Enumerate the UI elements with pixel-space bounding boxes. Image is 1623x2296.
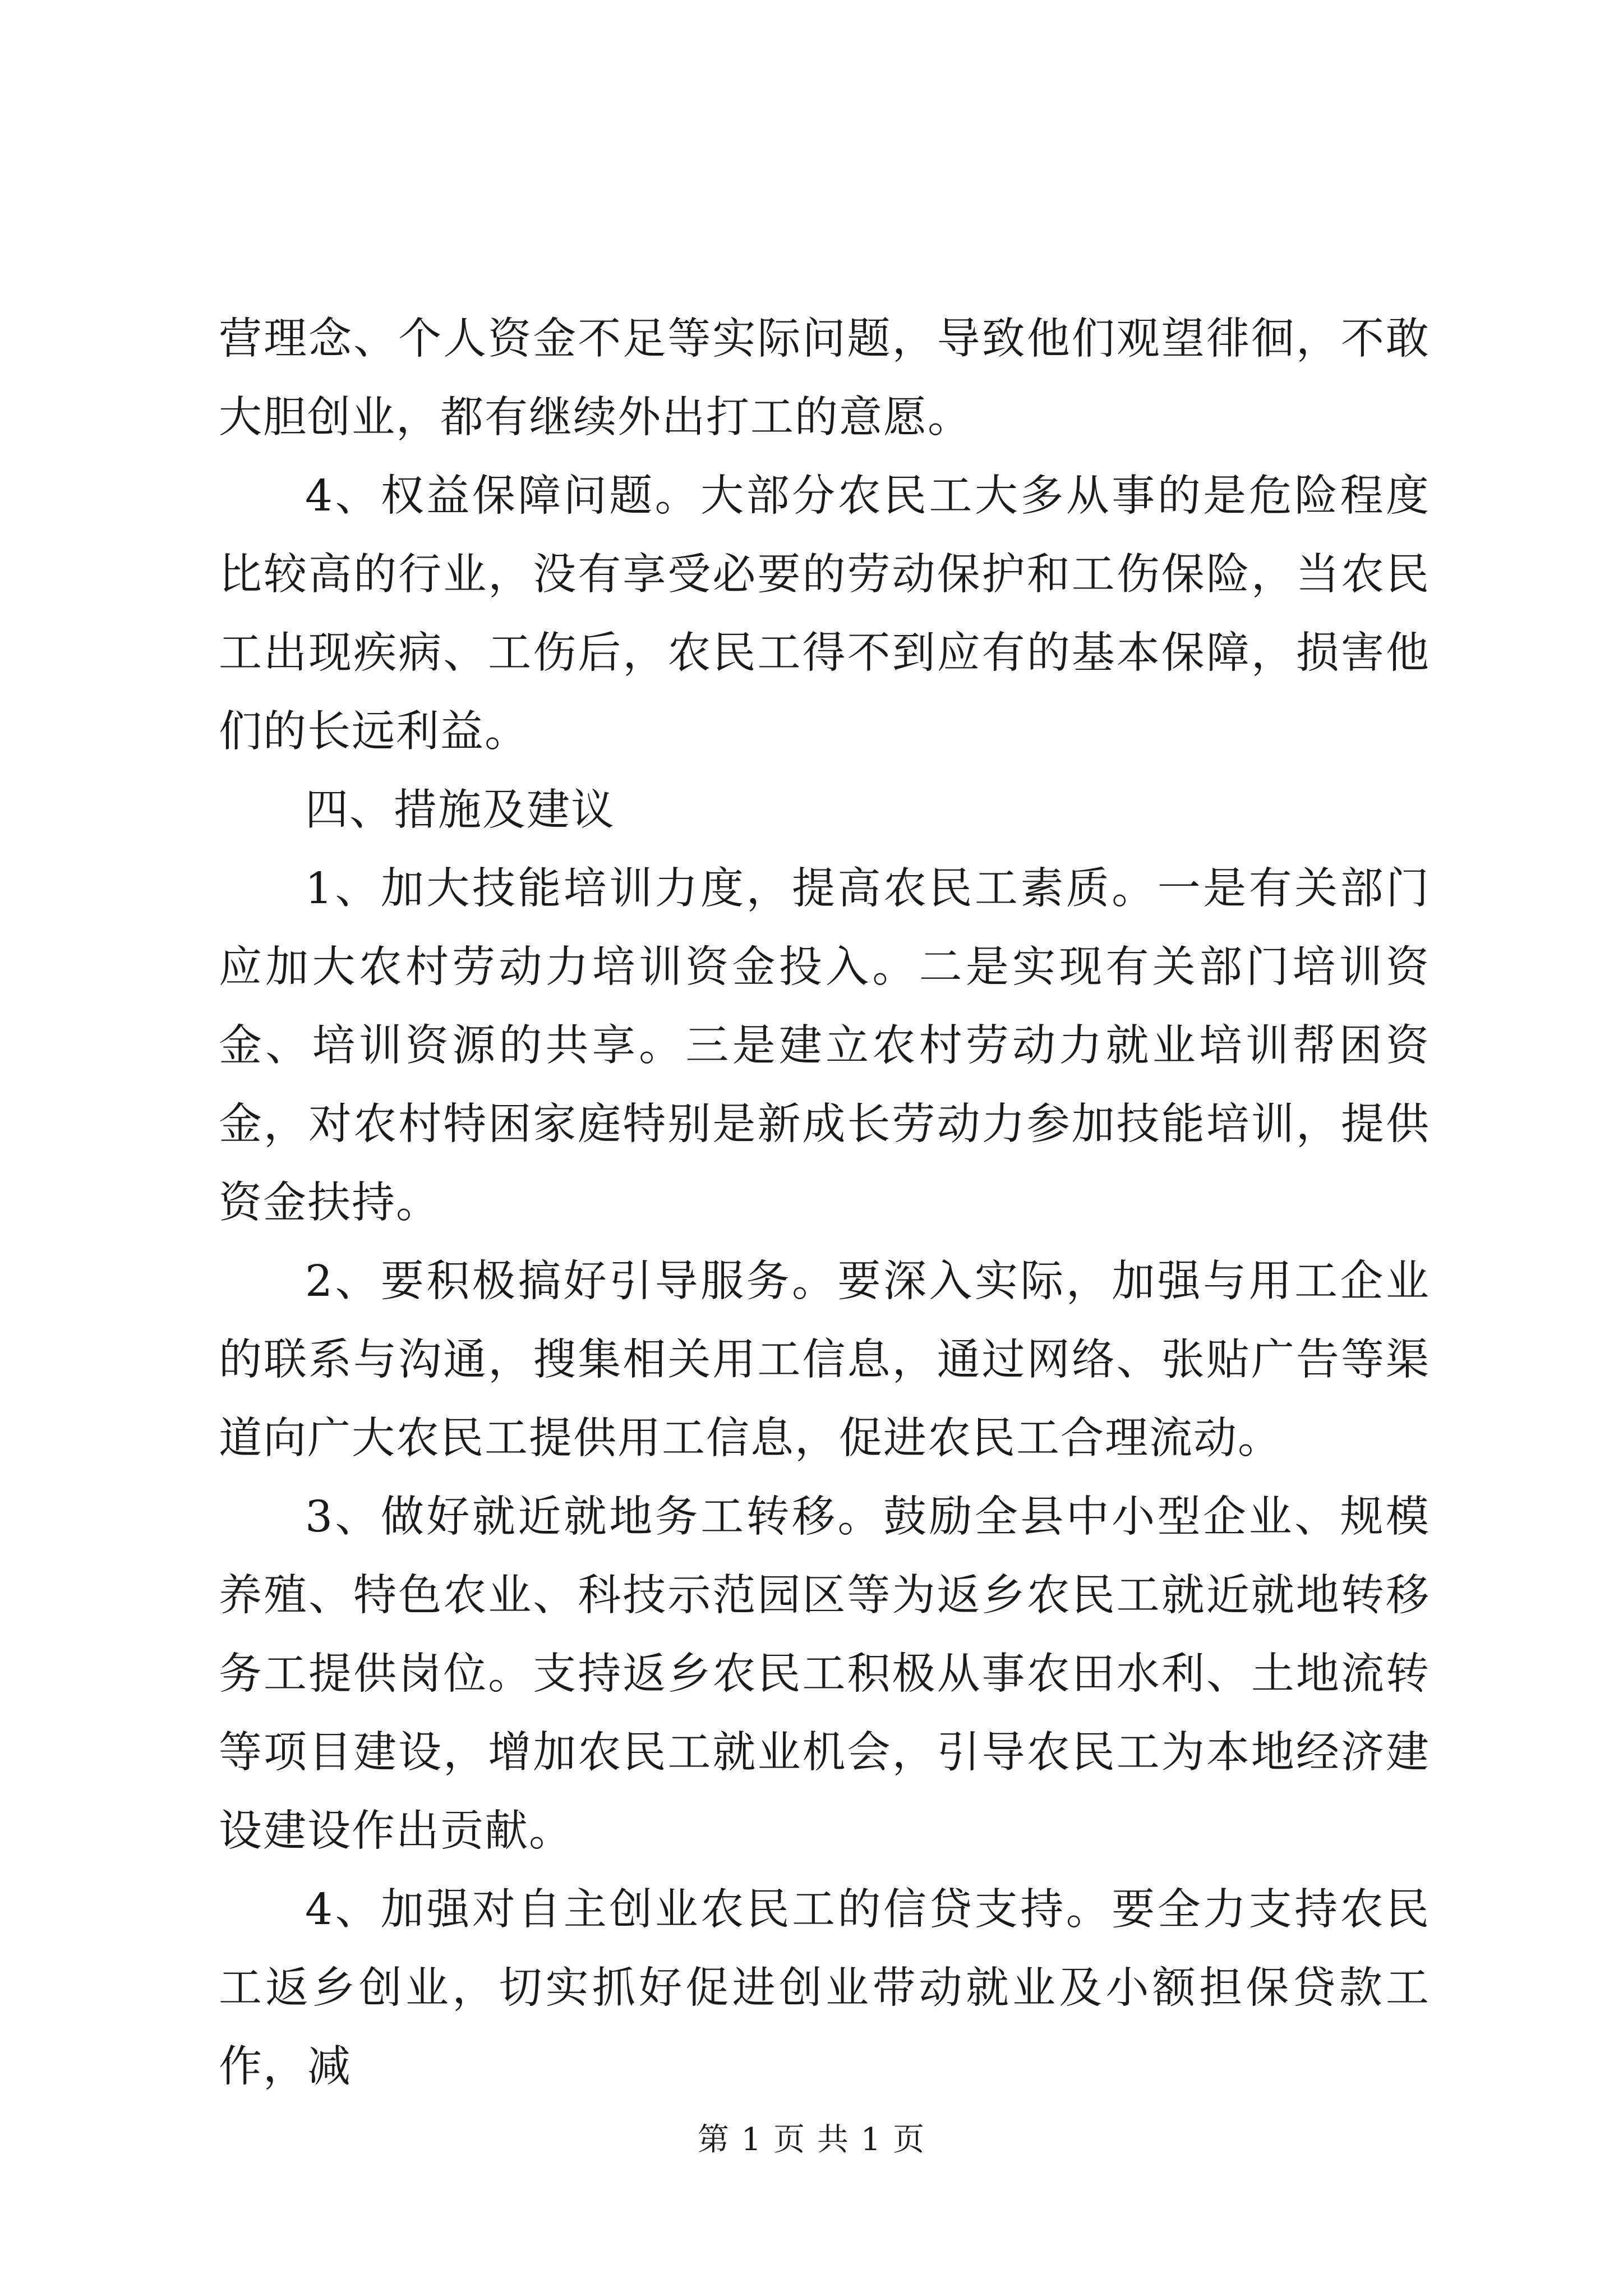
paragraph-1: 营理念、个人资金不足等实际问题，导致他们观望徘徊，不敢大胆创业，都有继续外出打工的意愿。 [219, 314, 1430, 443]
paragraph-2: 4、权益保障问题。大部分农民工大多从事的是危险程度比较高的行业，没有享受必要的劳动保护和工伤保险，当农民工出现疾病、工伤后，农民工得不到应有的基本保障，损害他们的长远利益。 [219, 471, 1430, 757]
document-body [219, 300, 1430, 2106]
paragraph-5: 3、做好就近就地务工转移。鼓励全县中小型企业、规模养殖、特色农业、科技示范园区等为返乡农民工就近就地转移务工提供岗位。支持返乡农民工积极从事农田水利、土地流转等项目建设，增加农民工就业机会，引导农民工为本地经济建设建设作出贡献。 [219, 1492, 1430, 1856]
page-footer: 第 1 页 共 1 页 [697, 2122, 926, 2158]
paragraph-3: 1、加大技能培训力度，提高农民工素质。一是有关部门应加大农村劳动力培训资金投入。二是实现有关部门培训资金、培训资源的共享。三是建立农村劳动力就业培训帮困资金，对农村特困家庭特别是新成长劳动力参加技能培训，提供资金扶持。 [219, 864, 1430, 1228]
paragraph-6: 4、加强对自主创业农民工的信贷支持。要全力支持农民工返乡创业，切实抓好促进创业带动就业及小额担保贷款工作，减 [219, 1885, 1430, 2092]
paragraph-4: 2、要积极搞好引导服务。要深入实际，加强与用工企业的联系与沟通，搜集相关用工信息，通过网络、张贴广告等渠道向广大农民工提供用工信息，促进农民工合理流动。 [219, 1257, 1430, 1464]
section-heading: 四、措施及建议 [305, 785, 615, 835]
